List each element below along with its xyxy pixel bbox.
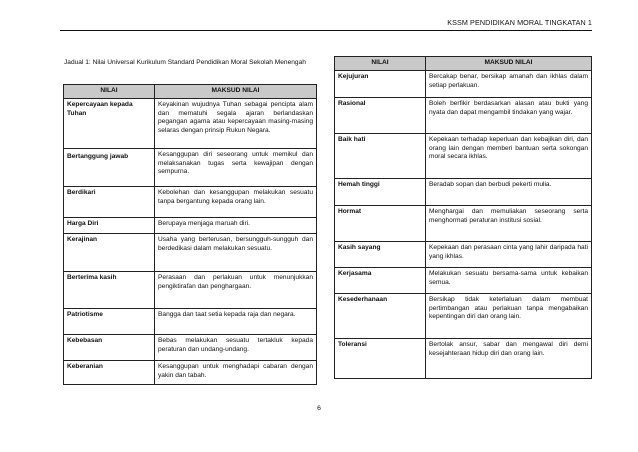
table-row xyxy=(335,71,592,98)
value-name: Harga Diri xyxy=(64,218,155,234)
table-header-row xyxy=(335,57,592,71)
table-caption: Jadual 1: Nilai Universal Kurikulum Standard Pendidikan Moral Sekolah Menengah xyxy=(64,59,306,66)
table-row xyxy=(64,99,317,149)
value-name: Kasih sayang xyxy=(335,242,426,268)
table-row xyxy=(64,309,317,335)
table-row xyxy=(335,268,592,294)
page-number: 6 xyxy=(317,405,321,412)
table-header-row xyxy=(64,85,317,99)
value-name: Patriotisme xyxy=(64,309,155,335)
value-name: Kesederhanaan xyxy=(335,294,426,339)
value-meaning: Bersikap tidak keterlaluan dalam membuat pertimbangan atau perlakuan tanpa mengabaikan kepentingan diri dan orang lain. xyxy=(426,294,592,339)
value-name: Baik hati xyxy=(335,134,426,179)
table-row xyxy=(64,361,317,385)
value-name: Kerajinan xyxy=(64,234,155,272)
value-name: Berterima kasih xyxy=(64,272,155,309)
document-header: KSSM PENDIDIKAN MORAL TINGKATAN 1 xyxy=(60,18,592,31)
value-meaning: Bercakap benar, bersikap amanah dan ikhlas dalam setiap perlakuan. xyxy=(426,71,592,98)
column-header-nilai: NILAI xyxy=(335,57,426,71)
value-meaning: Kepekaan terhadap keperluan dan kebajikan diri, dan orang lain dengan memberi bantuan serta sokongan moral secara ikhlas. xyxy=(426,134,592,179)
value-name: Kebebasan xyxy=(64,335,155,361)
value-meaning: Beradab sopan dan berbudi pekerti mulia. xyxy=(426,179,592,206)
table-row xyxy=(335,242,592,268)
value-name: Bertanggung jawab xyxy=(64,149,155,187)
value-meaning: Bebas melakukan sesuatu tertakluk kepada peraturan dan undang-undang. xyxy=(155,335,317,361)
value-meaning: Kesanggupan untuk menghadapi cabaran dengan yakin dan tabah. xyxy=(155,361,317,385)
value-name: Keberanian xyxy=(64,361,155,385)
value-meaning: Menghargai dan memuliakan seseorang serta menghormati peraturan institusi sosial. xyxy=(426,206,592,242)
value-name: Hemah tinggi xyxy=(335,179,426,206)
table-row xyxy=(335,339,592,379)
value-name: Rasional xyxy=(335,98,426,134)
table-row xyxy=(64,234,317,272)
value-meaning: Usaha yang berterusan, bersungguh-sungguh dan berdedikasi dalam melakukan sesuatu. xyxy=(155,234,317,272)
value-meaning: Melakukan sesuatu bersama-sama untuk kebaikan semua. xyxy=(426,268,592,294)
value-meaning: Perasaan dan perlakuan untuk menunjukkan pengiktirafan dan penghargaan. xyxy=(155,272,317,309)
value-meaning: Kesanggupan diri seseorang untuk memikul dan melaksanakan tugas serta kewajipan dengan sempurna. xyxy=(155,149,317,187)
values-table-left xyxy=(63,84,317,385)
value-meaning: Bangga dan taat setia kepada raja dan negara. xyxy=(155,309,317,335)
table-row xyxy=(64,187,317,218)
table-row xyxy=(64,272,317,309)
value-name: Kepercayaan kepada Tuhan xyxy=(64,99,155,149)
value-meaning: Berupaya menjaga maruah diri. xyxy=(155,218,317,234)
value-meaning: Boleh berfikir berdasarkan alasan atau bukti yang nyata dan dapat mengambil tindakan yang wajar. xyxy=(426,98,592,134)
value-name: Kejujuran xyxy=(335,71,426,98)
value-name: Toleransi xyxy=(335,339,426,379)
value-name: Hormat xyxy=(335,206,426,242)
column-header-maksud: MAKSUD NILAI xyxy=(426,57,592,71)
column-header-maksud: MAKSUD NILAI xyxy=(155,85,317,99)
table-row xyxy=(335,294,592,339)
table-row xyxy=(335,206,592,242)
table-row xyxy=(64,335,317,361)
column-header-nilai: NILAI xyxy=(64,85,155,99)
value-meaning: Bertolak ansur, sabar dan mengawal diri demi kesejahteraan hidup diri dan orang lain. xyxy=(426,339,592,379)
table-row xyxy=(64,218,317,234)
table-row xyxy=(335,134,592,179)
value-name: Berdikari xyxy=(64,187,155,218)
value-name: Kerjasama xyxy=(335,268,426,294)
table-row xyxy=(335,179,592,206)
value-meaning: Kebolehan dan kesanggupan melakukan sesuatu tanpa bergantung kepada orang lain. xyxy=(155,187,317,218)
table-row xyxy=(64,149,317,187)
table-row xyxy=(335,98,592,134)
value-meaning: Kepekaan dan perasaan cinta yang lahir daripada hati yang ikhlas. xyxy=(426,242,592,268)
value-meaning: Keyakinan wujudnya Tuhan sebagai pencipta alam dan mematuhi segala ajaran berlandaskan pegangan agama atau kepercayaan masing-masing selaras dengan prinsip Rukun Negara. xyxy=(155,99,317,149)
values-table-right xyxy=(334,56,592,379)
